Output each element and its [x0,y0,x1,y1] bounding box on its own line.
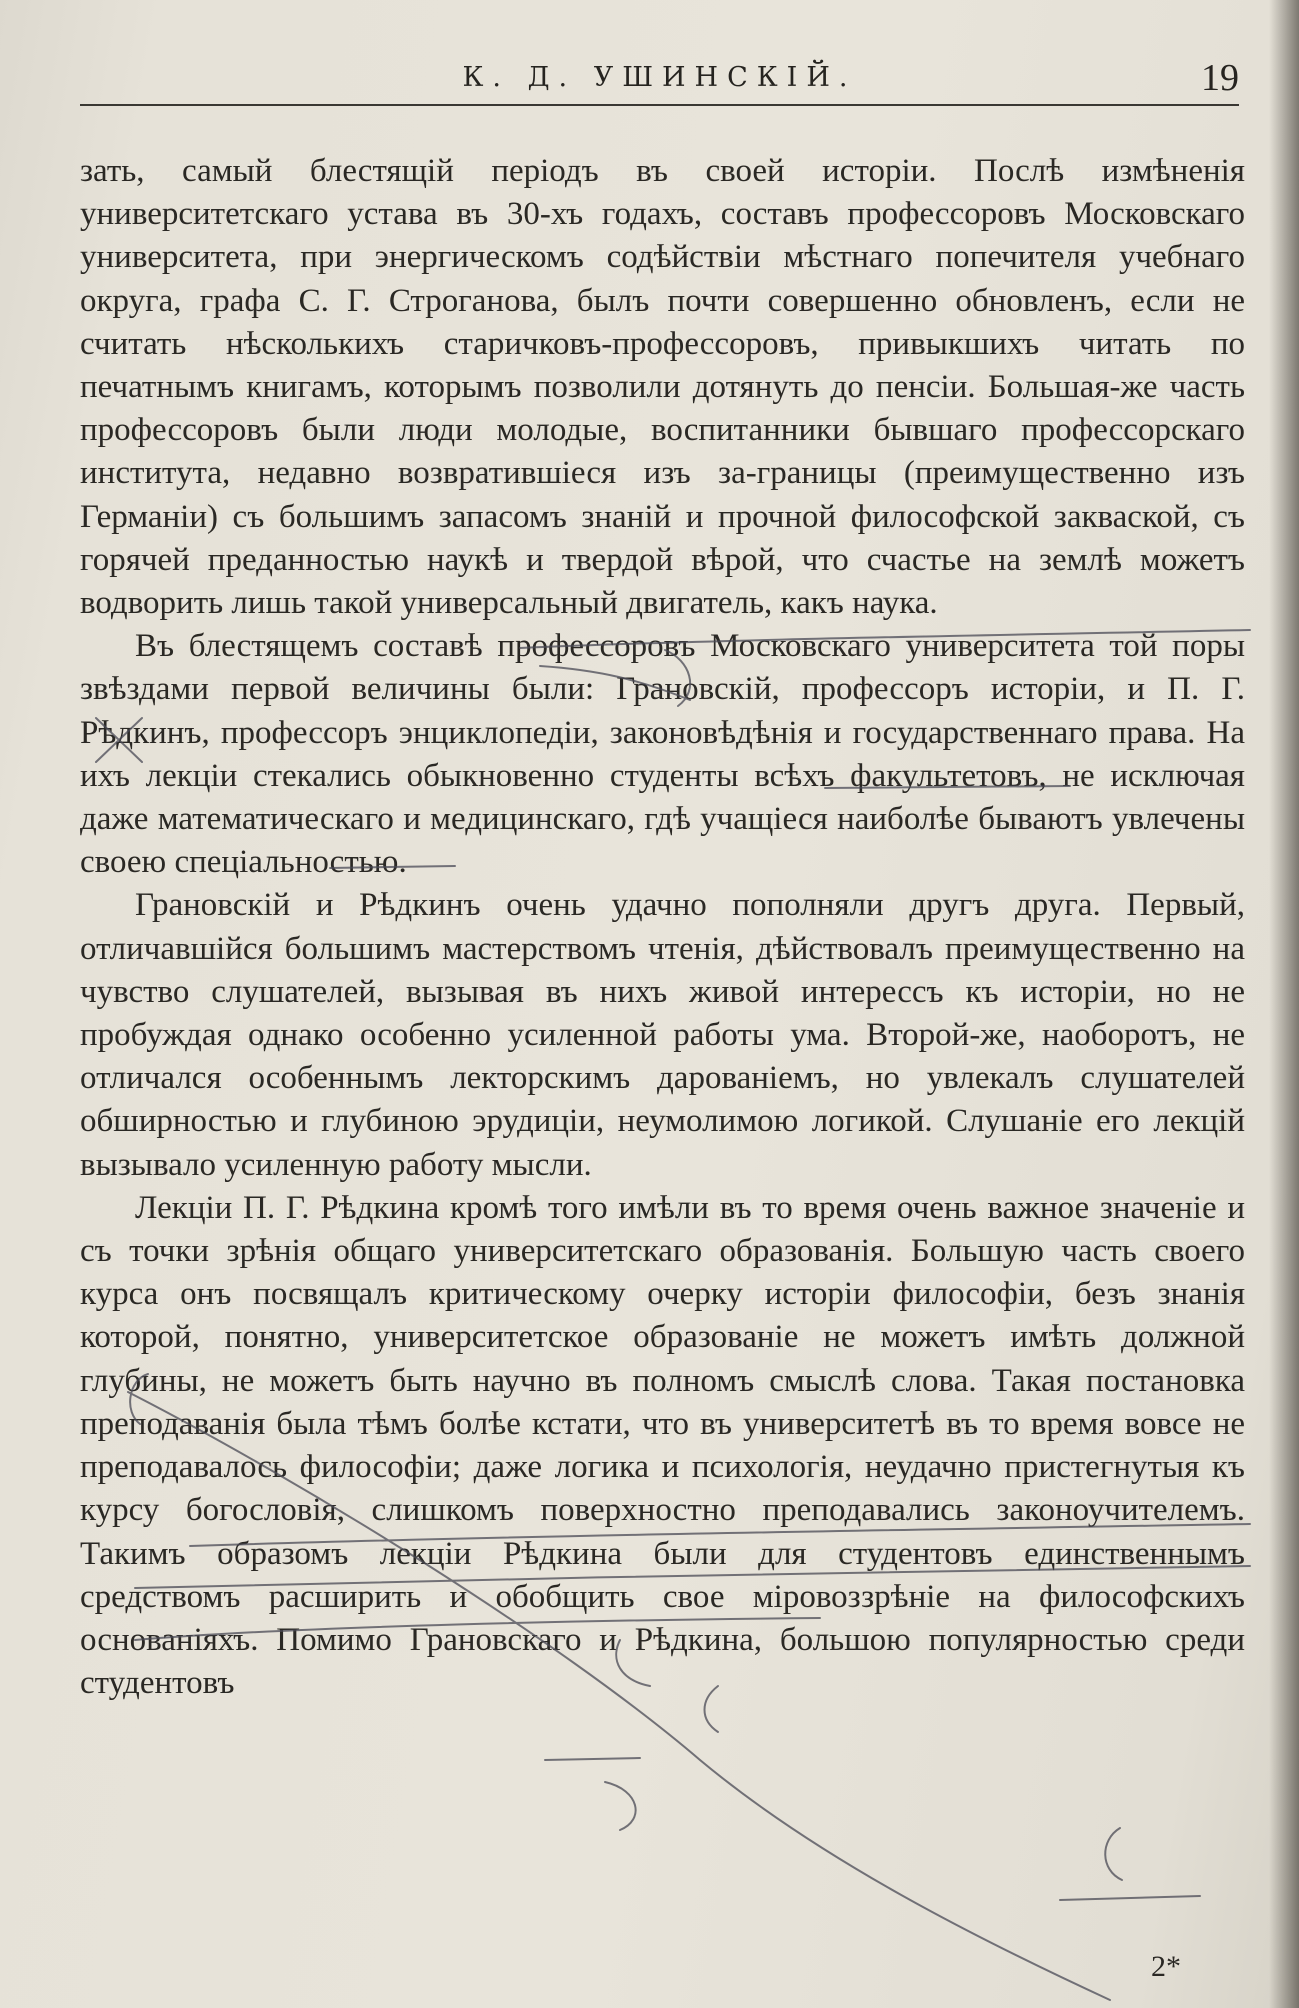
paragraph-1: зать, самый блестящій періодъ въ своей исторіи. Послѣ измѣненія университетскаго устава въ 30-хъ годахъ, составъ профессоровъ Московскаго университета, при энергическомъ содѣйствіи мѣстнаго попечителя учебнаго округа, графа С. Г. Строганова, былъ почти совершенно обновленъ, если не считать нѣсколькихъ старичковъ-профессоровъ, привыкшихъ читать по печатнымъ книгамъ, которымъ позволили дотянуть до пенсіи. Большая-же часть профессоровъ были люди молодые, воспитанники бывшаго профессорскаго института, недавно возвратившіеся изъ за-границы (преимущественно изъ Германіи) съ большимъ запасомъ знаній и прочной философской закваской, съ горячей преданностью наукѣ и твердой вѣрой, что счастье на землѣ можетъ водворить лишь такой универсальный двигатель, какъ наука. [80,153,1245,622]
page-header [80,52,1239,112]
page-number: 19 [1201,57,1239,99]
pencil-underline-9 [1060,1896,1200,1900]
pencil-underline-8 [545,1758,640,1760]
paragraph-3: Грановскій и Рѣдкинъ очень удачно пополняли другъ друга. Первый, отличавшійся большимъ мастерствомъ чтенія, дѣйствовалъ преимущественно на чувство слушателей, вызывая въ нихъ живой интерессъ къ исторіи, но не пробуждая однако особенно усиленной работы ума. Второй-же, наоборотъ, не отличался особеннымъ лекторскимъ дарованіемъ, но увлекалъ слушателей обширностью и глубиною эрудиціи, неумолимою логикой. Слушаніе его лекцій вызывало усиленную работу мысли. [80,887,1245,1183]
pencil-loop-1 [605,1782,636,1830]
header-rule [80,104,1239,106]
pencil-bracket-3 [1105,1828,1122,1880]
paragraph-2: Въ блестящемъ составѣ профессоровъ Московскаго университета той поры звѣздами первой величины были: Грановскій, профессоръ исторіи, и П. Г. Рѣдкинъ, профессоръ энциклопедіи, законовѣдѣнія и государственнаго права. На ихъ лекціи стекались обыкновенно студенты всѣхъ факультетовъ, не исключая даже математическаго и медицинскаго, гдѣ учащіеся наиболѣе бываютъ увлечены своею спеціальностью. [80,628,1245,881]
paragraph-4: Лекціи П. Г. Рѣдкина кромѣ того имѣли въ то время очень важное значеніе и съ точки зрѣнія общаго университетскаго образованія. Большую часть своего курса онъ посвящалъ критическому очерку исторіи философіи, безъ знанія которой, понятно, университетское образованіе не можетъ имѣть должной глубины, не можетъ быть научно въ полномъ смыслѣ слова. Такая постановка преподаванія была тѣмъ болѣе кстати, что въ университетѣ въ то время вовсе не преподавалось философіи; даже логика и психологія, неудачно пристегнутыя къ курсу богословія, слишкомъ поверхностно преподавались законоучителемъ. Такимъ образомъ лекціи Рѣдкина были для студентовъ единственнымъ средствомъ расширить и обобщить свое міровоззрѣніе на философскихъ основаніяхъ. Помимо Грановскаго и Рѣдкина, большою популярностью среди студентовъ [80,1189,1245,1702]
page-edge-shadow [1269,0,1299,2008]
signature-mark: 2* [1151,1950,1181,1983]
body-text [80,150,1245,1705]
running-title: К. Д. УШИНСКІЙ. [462,62,857,93]
